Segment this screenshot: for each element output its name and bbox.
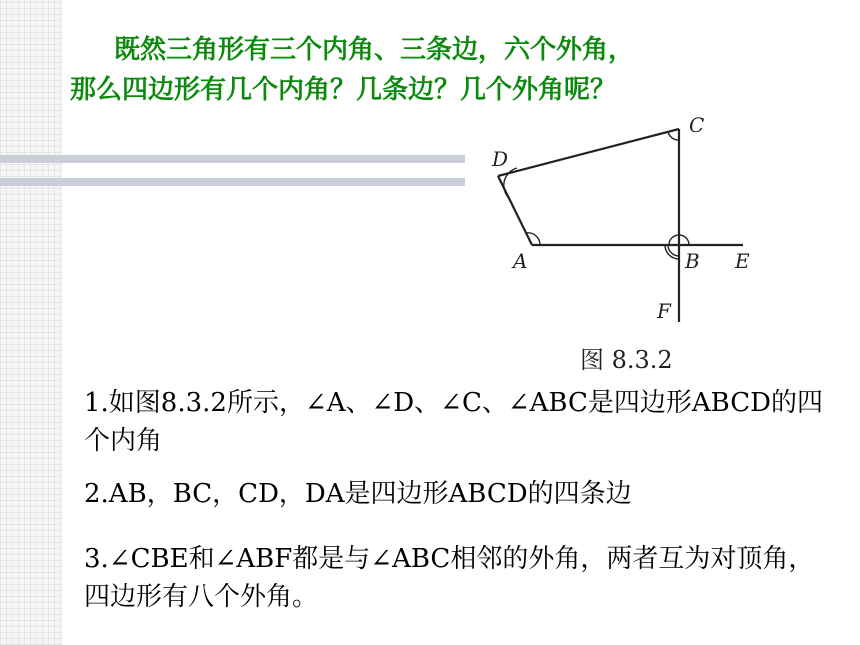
point-3: 3.∠CBE和∠ABF都是与∠ABC相邻的外角，两者互为对顶角，四边形有八个外角。: [84, 544, 815, 612]
label-d: D: [492, 147, 509, 171]
question-line-2: 那么四边形有几个内角？几条边？几个外角呢？: [70, 75, 617, 105]
angle-c-arc: [668, 132, 679, 140]
decorative-stripe-top: [0, 155, 470, 163]
label-f: F: [657, 299, 671, 323]
label-b: B: [685, 249, 700, 273]
figure-caption: 图 8.3.2: [580, 346, 673, 374]
edge-dc: [498, 129, 679, 176]
angle-abf-arc: [665, 245, 679, 259]
angle-cbe-arc: [679, 235, 689, 245]
question-text: [70, 30, 790, 110]
label-a: A: [513, 249, 528, 273]
quadrilateral-figure: [465, 108, 776, 334]
point-1: 1.如图8.3.2所示，∠A、∠D、∠C、∠ABC是四边形ABCD的四个内角: [84, 388, 823, 456]
label-e: E: [735, 249, 750, 273]
angle-abc-arc: [669, 235, 679, 245]
point-2: 2.AB，BC，CD，DA是四边形ABCD的四条边: [84, 479, 632, 509]
angle-abf-arc-inner: [668, 245, 679, 256]
quadrilateral-diagram: [465, 108, 776, 334]
question-line-1: 既然三角形有三个内角、三条边，六个外角，: [114, 35, 635, 65]
sidebar-texture: [0, 0, 62, 645]
label-c: C: [689, 113, 705, 137]
decorative-stripe-bottom: [0, 178, 470, 186]
